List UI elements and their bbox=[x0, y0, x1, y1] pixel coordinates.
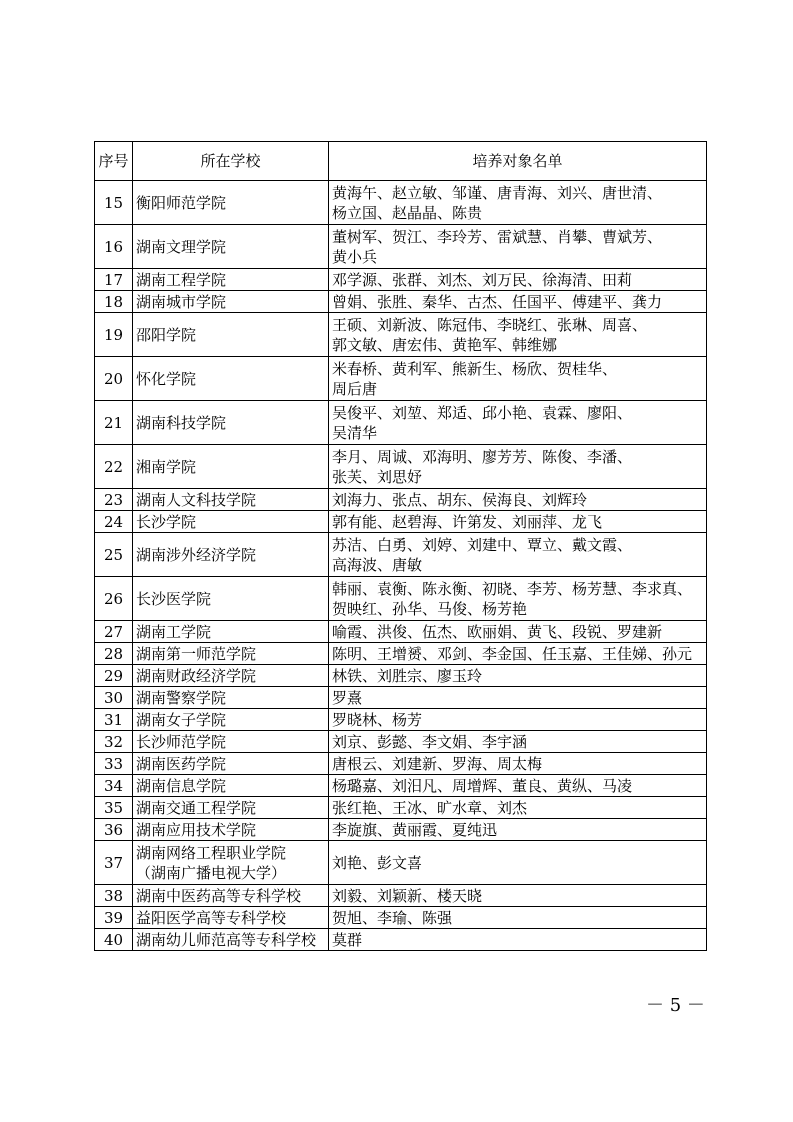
table-row bbox=[95, 511, 707, 533]
row-school: 邵阳学院 bbox=[133, 313, 329, 357]
row-names: 刘毅、刘颖新、楼天晓 bbox=[329, 885, 707, 907]
row-school: 湖南女子学院 bbox=[133, 709, 329, 731]
row-names: 米春桥、黄利军、熊新生、杨欣、贺桂华、 周后唐 bbox=[329, 357, 707, 401]
row-index: 39 bbox=[95, 907, 133, 929]
row-names: 邓学源、张群、刘杰、刘万民、徐海清、田莉 bbox=[329, 269, 707, 291]
header-index: 序号 bbox=[95, 142, 133, 181]
table-header-row bbox=[95, 142, 707, 181]
row-school: 长沙师范学院 bbox=[133, 731, 329, 753]
row-school: 湖南第一师范学院 bbox=[133, 643, 329, 665]
row-names: 唐根云、刘建新、罗海、周太梅 bbox=[329, 753, 707, 775]
row-school: 怀化学院 bbox=[133, 357, 329, 401]
table-row bbox=[95, 313, 707, 357]
row-index: 23 bbox=[95, 489, 133, 511]
header-names: 培养对象名单 bbox=[329, 142, 707, 181]
table-row bbox=[95, 533, 707, 577]
row-index: 21 bbox=[95, 401, 133, 445]
row-school: 湖南工学院 bbox=[133, 621, 329, 643]
row-index: 18 bbox=[95, 291, 133, 313]
row-school: 衡阳师范学院 bbox=[133, 181, 329, 225]
row-names: 罗晓林、杨芳 bbox=[329, 709, 707, 731]
row-names: 刘艳、彭文喜 bbox=[329, 841, 707, 885]
table-row bbox=[95, 885, 707, 907]
table-row bbox=[95, 577, 707, 621]
row-school: 益阳医学高等专科学校 bbox=[133, 907, 329, 929]
row-index: 26 bbox=[95, 577, 133, 621]
row-index: 15 bbox=[95, 181, 133, 225]
row-index: 31 bbox=[95, 709, 133, 731]
row-names: 董树军、贺江、李玲芳、雷斌慧、肖攀、曹斌芳、 黄小兵 bbox=[329, 225, 707, 269]
row-school: 湖南科技学院 bbox=[133, 401, 329, 445]
row-school: 长沙学院 bbox=[133, 511, 329, 533]
row-school: 湘南学院 bbox=[133, 445, 329, 489]
row-names: 陈明、王增赟、邓剑、李金国、任玉嘉、王佳娣、孙元 bbox=[329, 643, 707, 665]
row-names: 韩丽、袁衡、陈永衡、初晓、李芳、杨芳慧、李求真、 贺映红、孙华、马俊、杨芳艳 bbox=[329, 577, 707, 621]
row-names: 李月、周诚、邓海明、廖芳芳、陈俊、李潘、 张芙、刘思妤 bbox=[329, 445, 707, 489]
row-index: 36 bbox=[95, 819, 133, 841]
table-row bbox=[95, 357, 707, 401]
row-index: 29 bbox=[95, 665, 133, 687]
row-names: 苏洁、白勇、刘婷、刘建中、覃立、戴文霞、 高海波、唐敏 bbox=[329, 533, 707, 577]
table-row bbox=[95, 797, 707, 819]
row-school: 湖南网络工程职业学院 （湖南广播电视大学） bbox=[133, 841, 329, 885]
table-row bbox=[95, 929, 707, 951]
row-school: 湖南警察学院 bbox=[133, 687, 329, 709]
row-names: 林铁、刘胜宗、廖玉玲 bbox=[329, 665, 707, 687]
table-row bbox=[95, 291, 707, 313]
row-school: 湖南应用技术学院 bbox=[133, 819, 329, 841]
row-names: 莫群 bbox=[329, 929, 707, 951]
row-names: 刘海力、张点、胡东、侯海良、刘辉玲 bbox=[329, 489, 707, 511]
table-row bbox=[95, 775, 707, 797]
row-names: 罗熹 bbox=[329, 687, 707, 709]
row-names: 刘京、彭懿、李文娟、李宇涵 bbox=[329, 731, 707, 753]
row-index: 27 bbox=[95, 621, 133, 643]
row-index: 24 bbox=[95, 511, 133, 533]
table-row bbox=[95, 731, 707, 753]
row-names: 杨璐嘉、刘汨凡、周增辉、董良、黄纵、马凌 bbox=[329, 775, 707, 797]
row-school: 长沙医学院 bbox=[133, 577, 329, 621]
row-names: 张红艳、王冰、旷水章、刘杰 bbox=[329, 797, 707, 819]
row-index: 28 bbox=[95, 643, 133, 665]
row-index: 34 bbox=[95, 775, 133, 797]
row-names: 贺旭、李瑜、陈强 bbox=[329, 907, 707, 929]
training-list-table bbox=[94, 141, 707, 951]
row-names: 郭有能、赵碧海、许第发、刘丽萍、龙飞 bbox=[329, 511, 707, 533]
table-row bbox=[95, 181, 707, 225]
header-school: 所在学校 bbox=[133, 142, 329, 181]
row-names: 李旋旗、黄丽霞、夏纯迅 bbox=[329, 819, 707, 841]
row-school: 湖南中医药高等专科学校 bbox=[133, 885, 329, 907]
row-school: 湖南幼儿师范高等专科学校 bbox=[133, 929, 329, 951]
row-index: 33 bbox=[95, 753, 133, 775]
row-index: 40 bbox=[95, 929, 133, 951]
row-index: 25 bbox=[95, 533, 133, 577]
row-index: 22 bbox=[95, 445, 133, 489]
table-row bbox=[95, 489, 707, 511]
table-row bbox=[95, 445, 707, 489]
table-body bbox=[95, 181, 707, 951]
table-row bbox=[95, 643, 707, 665]
row-school: 湖南财政经济学院 bbox=[133, 665, 329, 687]
table-row bbox=[95, 225, 707, 269]
row-index: 30 bbox=[95, 687, 133, 709]
row-index: 32 bbox=[95, 731, 133, 753]
row-school: 湖南人文科技学院 bbox=[133, 489, 329, 511]
table-row bbox=[95, 687, 707, 709]
table-row bbox=[95, 665, 707, 687]
table-row bbox=[95, 401, 707, 445]
page-number: － 5 － bbox=[646, 995, 705, 1016]
row-names: 王硕、刘新波、陈冠伟、李晓红、张琳、周喜、 郭文敏、唐宏伟、黄艳军、韩维娜 bbox=[329, 313, 707, 357]
row-names: 曾娟、张胜、秦华、古杰、任国平、傅建平、龚力 bbox=[329, 291, 707, 313]
table-row bbox=[95, 819, 707, 841]
table-row bbox=[95, 841, 707, 885]
table-row bbox=[95, 753, 707, 775]
row-school: 湖南工程学院 bbox=[133, 269, 329, 291]
row-school: 湖南信息学院 bbox=[133, 775, 329, 797]
row-index: 35 bbox=[95, 797, 133, 819]
row-school: 湖南文理学院 bbox=[133, 225, 329, 269]
row-names: 喻霞、洪俊、伍杰、欧丽娟、黄飞、段锐、罗建新 bbox=[329, 621, 707, 643]
row-names: 吴俊平、刘堃、郑适、邱小艳、袁霖、廖阳、 吴清华 bbox=[329, 401, 707, 445]
row-index: 16 bbox=[95, 225, 133, 269]
row-index: 38 bbox=[95, 885, 133, 907]
row-index: 17 bbox=[95, 269, 133, 291]
row-index: 19 bbox=[95, 313, 133, 357]
table-row bbox=[95, 269, 707, 291]
row-school: 湖南医药学院 bbox=[133, 753, 329, 775]
row-school: 湖南城市学院 bbox=[133, 291, 329, 313]
row-names: 黄海午、赵立敏、邹谨、唐青海、刘兴、唐世清、 杨立国、赵晶晶、陈贵 bbox=[329, 181, 707, 225]
table-row bbox=[95, 621, 707, 643]
row-school: 湖南交通工程学院 bbox=[133, 797, 329, 819]
row-index: 20 bbox=[95, 357, 133, 401]
table-row bbox=[95, 709, 707, 731]
row-index: 37 bbox=[95, 841, 133, 885]
row-school: 湖南涉外经济学院 bbox=[133, 533, 329, 577]
table-row bbox=[95, 907, 707, 929]
